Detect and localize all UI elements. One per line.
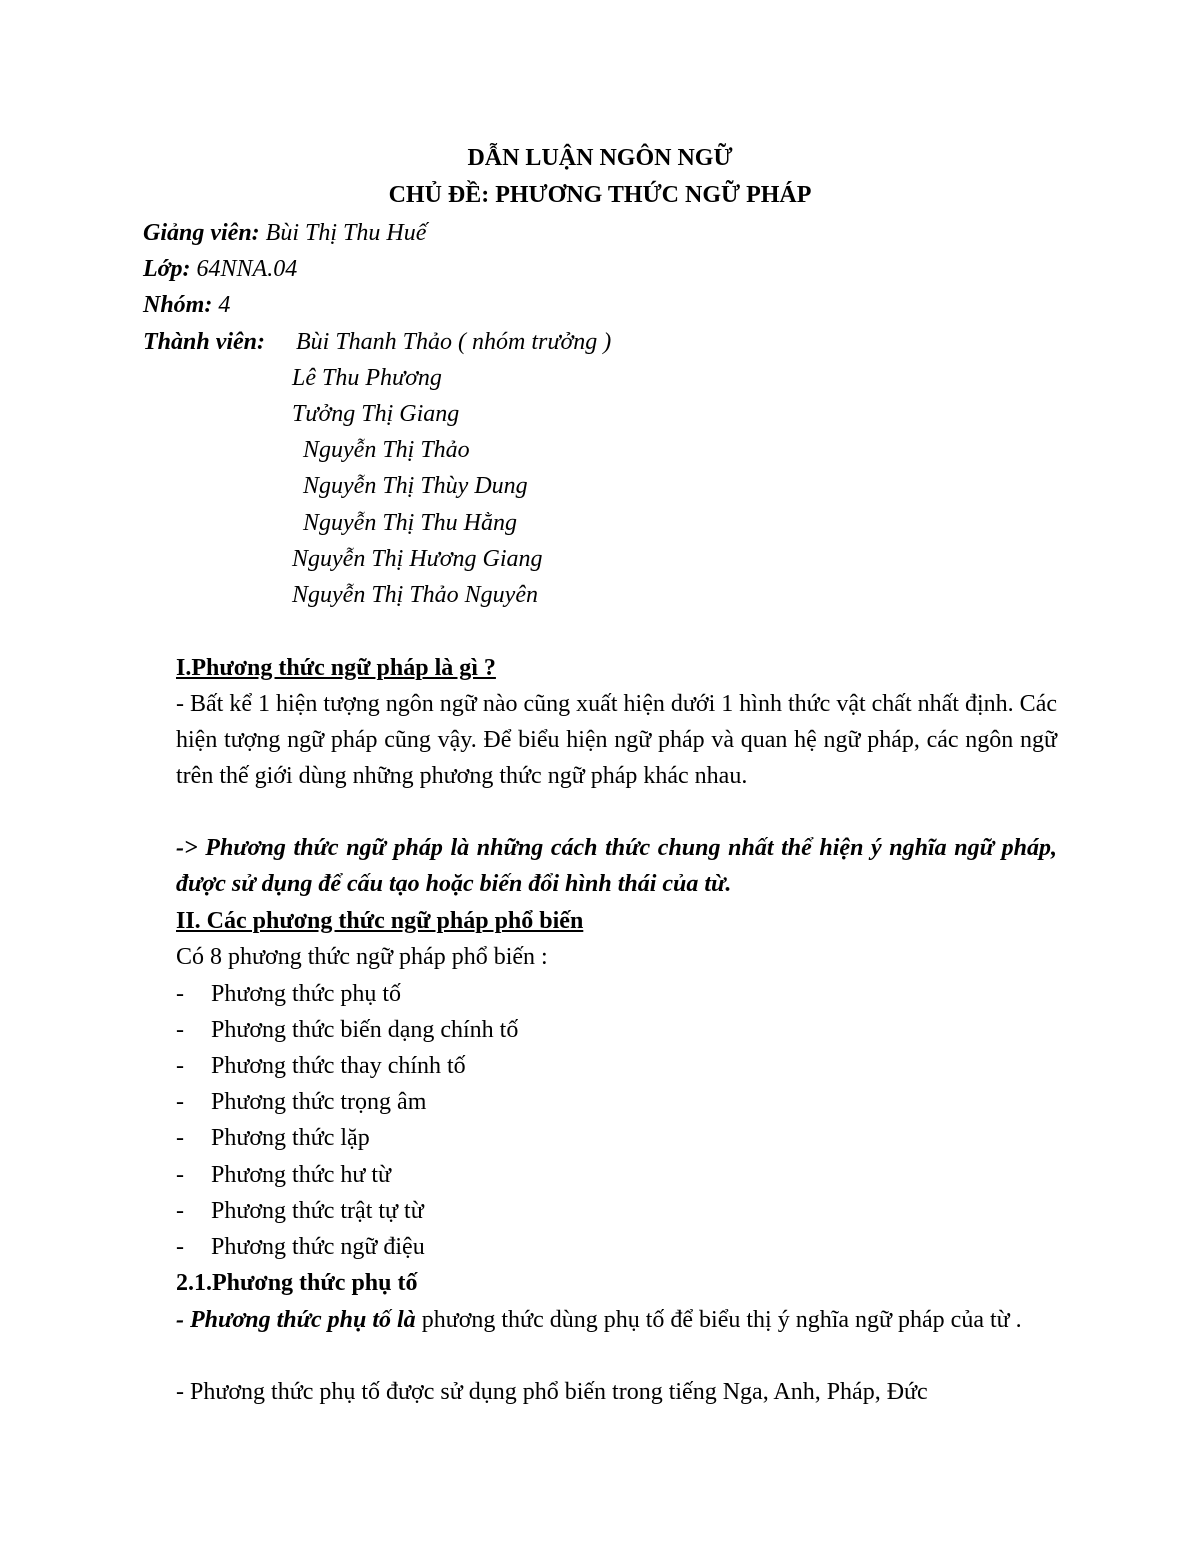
section21-definition [176,1302,1057,1338]
bullet-marker: - [176,1234,184,1260]
group-line [143,290,230,320]
section1-definition: -> Phương thức ngữ pháp là những cách thức chung nhất thể hiện ý nghĩa ngữ pháp, được sử dụng để cấu tạo hoặc biến đổi hình thái của từ. [176,835,1057,897]
bullet-marker: - [176,1125,184,1151]
list-item: Phương thức ngữ điệu [211,1234,425,1260]
member-item: Tưởng Thị Giang [292,401,460,427]
list-item: Phương thức biến dạng chính tố [211,1017,519,1043]
member-item: Nguyễn Thị Thảo Nguyên [292,582,538,608]
bullet-marker: - [176,1089,184,1115]
lecturer-value: Bùi Thị Thu Huế [259,220,427,246]
bullet-marker: - [176,1198,184,1224]
class-line [143,254,297,284]
section2-heading: II. Các phương thức ngữ pháp phổ biến [176,908,584,934]
class-value: 64NNA.04 [190,256,298,282]
section21-heading: 2.1.Phương thức phụ tố [176,1270,418,1296]
section21-def-text: phương thức dùng phụ tố để biểu thị ý nghĩa ngữ pháp của từ . [415,1307,1022,1333]
list-item: Phương thức lặp [211,1125,370,1151]
section2-intro: Có 8 phương thức ngữ pháp phổ biến : [176,944,548,970]
section1-heading: I.Phương thức ngữ pháp là gì ? [176,655,496,681]
member-item: Nguyễn Thị Hương Giang [292,546,543,572]
lecturer-line [143,218,426,248]
bullet-marker: - [176,1053,184,1079]
member-item: Bùi Thanh Thảo ( nhóm trưởng ) [296,329,612,355]
class-label: Lớp: [143,256,191,282]
section21-def-term: - Phương thức phụ tố là [176,1307,416,1333]
group-label: Nhóm: [143,292,213,318]
member-item: Lê Thu Phương [292,365,442,391]
members-label: Thành viên: [143,329,266,355]
bullet-marker: - [176,981,184,1007]
list-item: Phương thức hư từ [211,1162,392,1188]
bullet-marker: - [176,1017,184,1043]
section1-paragraph: - Bất kể 1 hiện tượng ngôn ngữ nào cũng xuất hiện dưới 1 hình thức vật chất nhất định. Các hiện tượng ngữ pháp cũng vậy. Để biểu hiện ngữ pháp và quan hệ ngữ pháp, các ngôn ngữ trên thế giới dùng những phương thức ngữ pháp khác nhau. [176,691,1057,789]
list-item: Phương thức phụ tố [211,981,402,1007]
member-item: Nguyễn Thị Thùy Dung [303,473,528,499]
document-subtitle: CHỦ ĐỀ: PHƯƠNG THỨC NGỮ PHÁP [388,182,812,208]
group-value: 4 [212,292,231,318]
member-item: Nguyễn Thị Thảo [303,437,470,463]
list-item: Phương thức trọng âm [211,1089,427,1115]
lecturer-label: Giảng viên: [143,220,260,246]
list-item: Phương thức thay chính tố [211,1053,466,1079]
member-item: Nguyễn Thị Thu Hằng [303,510,518,536]
list-item: Phương thức trật tự từ [211,1198,424,1224]
section21-usage: - Phương thức phụ tố được sử dụng phổ biến trong tiếng Nga, Anh, Pháp, Đức [176,1379,928,1405]
bullet-marker: - [176,1162,184,1188]
document-title: DẪN LUẬN NGÔN NGỮ [467,145,733,171]
